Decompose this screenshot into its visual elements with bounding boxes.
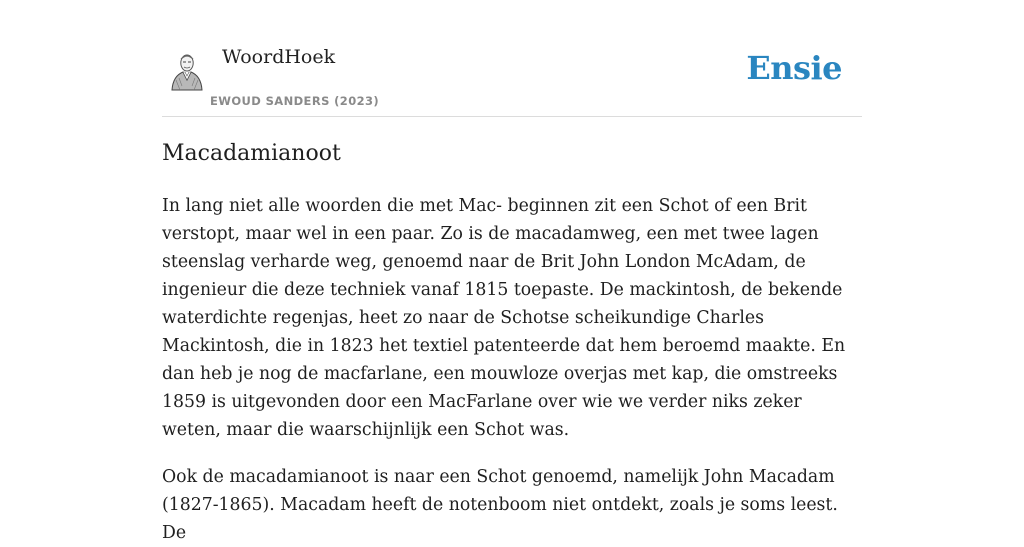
author-portrait-icon [168,50,206,90]
article-paragraph: In lang niet alle woorden die met Mac- beginnen zit een Schot of een Brit verstopt, maar wel in een paar. Zo is de macadamweg, een met twee lagen steenslag verharde weg, genoemd naar de Brit John London McAdam, de ingenieur die deze techniek vanaf 1815 toepaste. De mackintosh, de bekende waterdichte regenjas, heet zo naar de Schotse scheikundige Charles Mackintosh, die in 1823 het textiel patenteerde dat hem beroemd maakte. En dan heb je nog de macfarlane, een mouwloze overjas met kap, die omstreeks 1859 is uitgevonden door een MacFarlane over wie we verder niks zeker weten, maar die waarschijnlijk een Schot was. [162,196,846,440]
site-header [162,36,862,117]
article-title: Macadamianoot [162,141,341,166]
article-paragraph: Ook de macadamianoot is naar een Schot genoemd, namelijk John Macadam (1827-1865). Macadam heeft de notenboom niet ontdekt, zoals je soms leest. De [162,467,838,543]
site-title[interactable]: WoordHoek [222,46,336,68]
ensie-logo[interactable]: Ensie [746,49,842,87]
article [162,138,862,547]
author-byline: EWOUD SANDERS (2023) [210,94,380,108]
